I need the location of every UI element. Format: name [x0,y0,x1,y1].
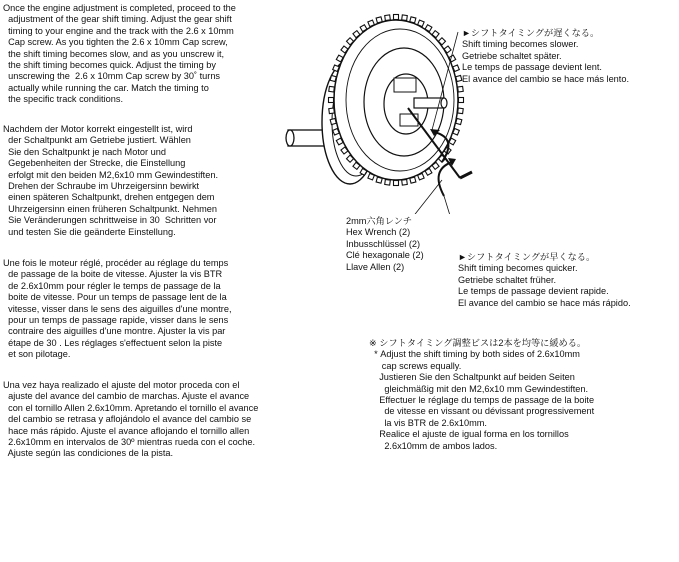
gear-tooth [329,98,334,103]
callout-shift-slower-text: シフトタイミングが遅くなる。 Shift timing becomes slower. Getriebe schaltet später. Le temps de passage devient lent. El avance del cambio se hace más lento. [462,28,629,84]
gear-tooth [402,179,408,185]
gear-tooth [394,181,399,186]
callout-shift-slower [462,28,629,85]
gear-tooth [385,179,391,185]
arrow-right-icon: ► [462,28,471,38]
gear-tooth [459,98,464,103]
instructions-french: Une fois le moteur réglé, procéder au réglage du temps de passage de la boite de vitesse. Ajuster la vis BTR de 2.6x10mm pour régler le temps de passage de la boite de vitesse. Pour un temps de passage lent de la vitesse, visser dans le sens des aiguilles d'une montre, pour un temps de passage rapide, visser dans le sens contraire des aiguilles d'une montre. Ajuster la vis par étape de 30 . Les réglages s'effectuent selon la piste et son pilotage. [3,258,232,360]
gear-tooth [385,15,391,21]
gear-tooth [394,15,399,20]
callout-hex-wrench: 2mm六角レンチ Hex Wrench (2) Inbusschlüssel (2) Clé hexagonale (2) Llave Allen (2) [346,216,424,272]
instructions-german: Nachdem der Motor korrekt eingestellt ist, wird der Schaltpunkt am Getriebe justiert. Wählen Sie den Schaltpunkt je nach Motor und Gegebenheiten der Strecke, die Einstellung erfolgt mit den beiden M2,6x10 mm Gewindestiften. Drehen der Schraube im Uhrzeigersinn bewirkt einen späteren Schaltpunkt, drehen entgegen dem Uhrzeigersinn einen früheren Schaltpunkt. Nehmen Sie Veränderungen schrittweise in 30 Schritten vor und testen Sie die geänderte Einstellung. [3,124,218,237]
gear-tooth [458,86,464,92]
callout-shift-quicker-text: シフトタイミングが早くなる。 Shift timing becomes quicker. Getriebe schaltet früher. Le temps de passage devient rapide. El avance del cambio se hace más rápido. [458,252,631,308]
gear-assembly-with-hex-wrench-icon [284,12,474,214]
gear-tooth [402,15,408,21]
instructions-spanish: Una vez haya realizado el ajuste del motor proceda con el ajuste del avance del cambio de marchas. Ajuste el avance con el tornillo Allen 2.6x10mm. Apretando el tornillo el avance del cambio se retrasa y aflojándolo el avance del cambio se hace más rápido. Ajuste el avance aflojando el tornillo allen 2.6x10mm en intervalos de 30º mientras rueda con el coche. Ajuste según las condiciones de la pista. [3,380,259,459]
instructions-english: Once the engine adjustment is completed, proceed to the adjustment of the gear shift timing. Adjust the gear shift timing to your engine and the track with the 2.6 x 10mm Cap screw. As you tighten the 2.6 x 10mm Cap screw, the shift timing becomes slow, and as you unscrew it, the shift timing becomes quick. Adjust the timing by unscrewing the 2.6 x 10mm Cap screw by 30˚ turns actually while running the car. Match the timing to the specific track conditions. [3,3,236,105]
adjustment-note: ※ シフトタイミング調整ビスは2本を均等に緩める。 * Adjust the shift timing by both sides of 2.6x10mm cap screws equally. Justieren Sie den Schaltpunkt auf beiden Seiten gleichmäßig mit den M2,6x10 mm Gewindestiften. Effectuer le réglage du temps de passage de la boite de vitesse en vissant ou dévissant progressivement la vis BTR de 2.6x10mm. Realice el ajuste de igual forma en los tornillos 2.6x10mm de ambos lados. [369,338,595,451]
callout-shift-quicker [458,252,631,309]
gear-tooth [329,108,335,114]
gear-tooth [329,86,335,92]
gear-tooth [458,108,464,114]
arrow-right-icon: ► [458,252,467,262]
